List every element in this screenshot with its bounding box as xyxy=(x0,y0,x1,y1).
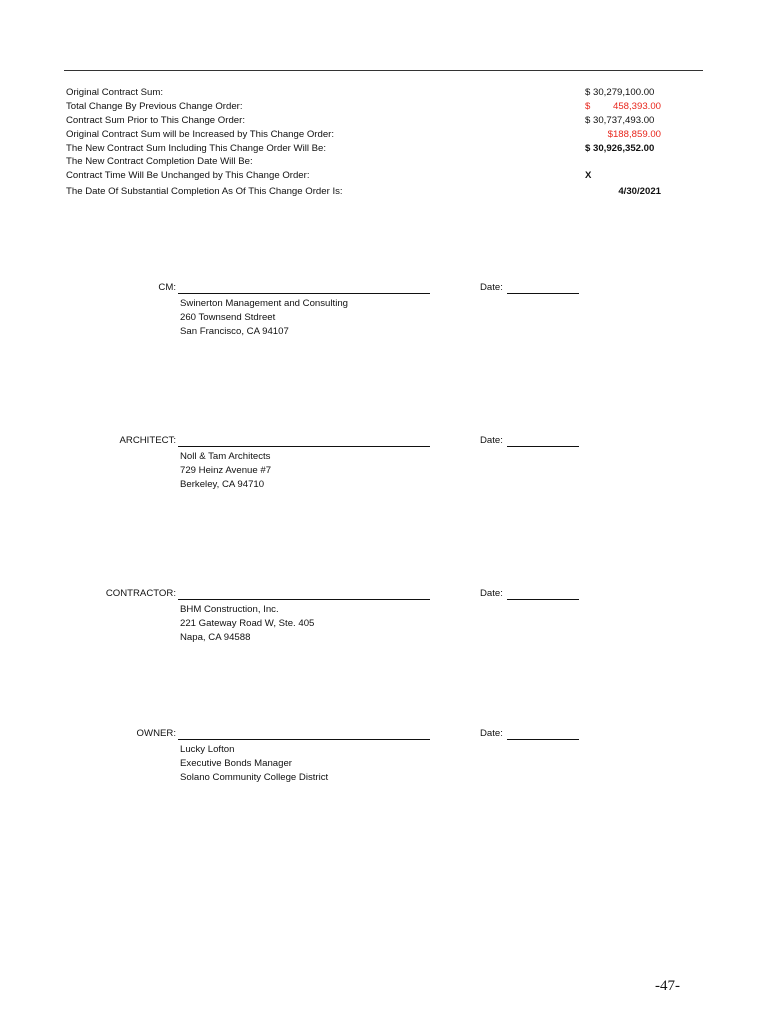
summary-value: 4/30/2021 xyxy=(618,186,661,198)
signature-line[interactable] xyxy=(178,446,430,447)
summary-row-previous-change xyxy=(66,100,666,114)
signature-line[interactable] xyxy=(178,739,430,740)
signature-block-contractor xyxy=(0,588,770,698)
summary-value: $ 458,393.00 xyxy=(585,100,661,112)
date-label: Date: xyxy=(480,588,503,599)
contract-summary xyxy=(66,86,666,199)
signature-block-architect xyxy=(0,435,770,545)
signature-block-cm xyxy=(0,282,770,392)
summary-label: The New Contract Completion Date Will Be: xyxy=(66,156,253,168)
summary-value: $ 30,279,100.00 xyxy=(585,87,655,98)
summary-row-time-unchanged xyxy=(66,169,666,183)
signature-line[interactable] xyxy=(178,293,430,294)
page-number: -47- xyxy=(655,978,680,994)
summary-value: X xyxy=(585,170,592,182)
signatory-address: Lucky Lofton Executive Bonds Manager Solano Community College District xyxy=(180,744,329,783)
top-rule xyxy=(64,70,703,71)
date-label: Date: xyxy=(480,728,503,739)
signatory-address: Swinerton Management and Consulting 260 Townsend Stdreet San Francisco, CA 94107 xyxy=(180,298,348,337)
date-line[interactable] xyxy=(507,446,579,447)
summary-label: Contract Sum Prior to This Change Order: xyxy=(66,114,245,126)
summary-row-new-sum xyxy=(66,142,666,156)
signature-line[interactable] xyxy=(178,599,430,600)
date-line[interactable] xyxy=(507,293,579,294)
date-label: Date: xyxy=(480,282,503,293)
summary-label: Total Change By Previous Change Order: xyxy=(66,100,243,112)
summary-value: $ 30,926,352.00 xyxy=(585,142,655,154)
date-line[interactable] xyxy=(507,599,579,600)
summary-value: $188,859.00 xyxy=(607,128,661,140)
signature-label: CM: xyxy=(158,282,176,293)
signature-label: CONTRACTOR: xyxy=(105,588,176,599)
date-label: Date: xyxy=(480,435,503,446)
summary-value: $ 30,737,493.00 xyxy=(585,114,655,126)
signature-block-owner xyxy=(0,728,770,838)
signatory-address: BHM Construction, Inc. 221 Gateway Road W, Ste. 405 Napa, CA 94588 xyxy=(180,604,315,643)
summary-row-substantial-completion xyxy=(66,185,666,199)
summary-row-completion-date xyxy=(66,155,666,169)
summary-label: The Date Of Substantial Completion As Of This Change Order Is: xyxy=(66,186,343,198)
summary-label: Original Contract Sum will be Increased by This Change Order: xyxy=(66,128,335,140)
signature-label: ARCHITECT: xyxy=(119,435,176,446)
summary-label: Contract Time Will Be Unchanged by This Change Order: xyxy=(66,170,310,182)
summary-row-increase xyxy=(66,128,666,142)
date-line[interactable] xyxy=(507,739,579,740)
signatory-address: Noll & Tam Architects 729 Heinz Avenue #7 Berkeley, CA 94710 xyxy=(180,451,272,490)
summary-label: Original Contract Sum: xyxy=(66,87,164,98)
summary-row-original-sum xyxy=(66,86,666,100)
signature-label: OWNER: xyxy=(136,728,176,739)
summary-label: The New Contract Sum Including This Change Order Will Be: xyxy=(66,142,327,154)
summary-row-prior-sum xyxy=(66,114,666,128)
